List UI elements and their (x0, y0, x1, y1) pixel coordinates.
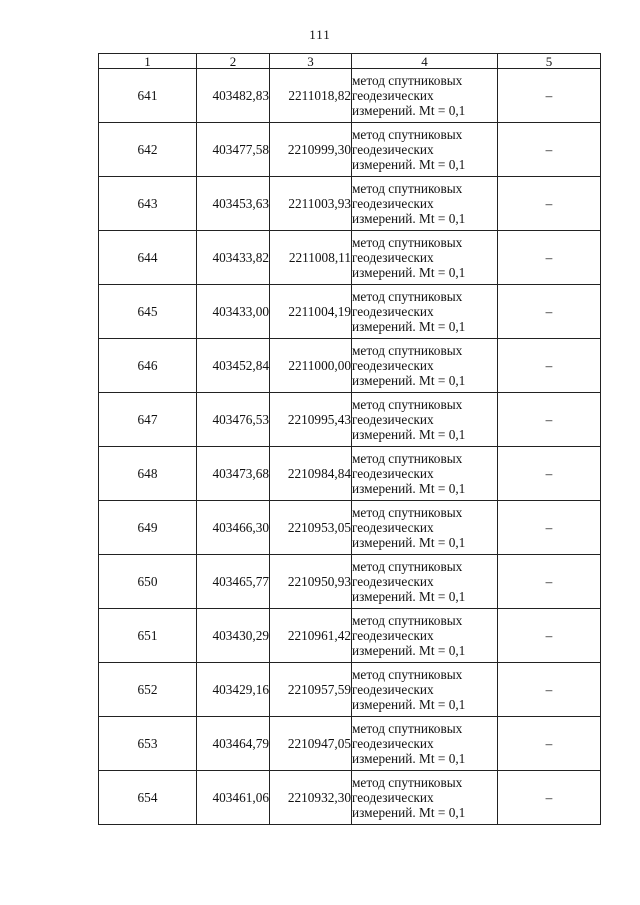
method-cell (352, 69, 498, 123)
header-col-3: 3 (270, 54, 352, 69)
method-line-2: геодезических (352, 412, 434, 427)
note-cell: – (498, 339, 601, 393)
method-line-3: измерений. Mt = 0,1 (352, 265, 466, 280)
table-row (99, 285, 601, 339)
method-line-1: метод спутниковых (352, 721, 463, 736)
y-coordinate-cell: 2210995,43 (270, 393, 352, 447)
x-coordinate-cell: 403473,68 (197, 447, 270, 501)
method-line-1: метод спутниковых (352, 451, 463, 466)
coordinates-table (98, 53, 601, 825)
note-cell: – (498, 717, 601, 771)
method-line-1: метод спутниковых (352, 397, 463, 412)
method-line-2: геодезических (352, 196, 434, 211)
method-cell (352, 231, 498, 285)
y-coordinate-cell: 2210984,84 (270, 447, 352, 501)
x-coordinate-cell: 403433,82 (197, 231, 270, 285)
table-row (99, 177, 601, 231)
method-cell (352, 663, 498, 717)
table-body (99, 69, 601, 825)
method-line-3: измерений. Mt = 0,1 (352, 697, 466, 712)
method-cell (352, 717, 498, 771)
point-number-cell: 644 (99, 231, 197, 285)
table-row (99, 501, 601, 555)
method-line-2: геодезических (352, 466, 434, 481)
method-line-3: измерений. Mt = 0,1 (352, 751, 466, 766)
header-col-1: 1 (99, 54, 197, 69)
method-line-1: метод спутниковых (352, 343, 463, 358)
method-cell (352, 285, 498, 339)
x-coordinate-cell: 403482,83 (197, 69, 270, 123)
method-line-2: геодезических (352, 574, 434, 589)
y-coordinate-cell: 2211000,00 (270, 339, 352, 393)
page-number: 111 (309, 27, 331, 42)
note-cell: – (498, 69, 601, 123)
point-number-cell: 647 (99, 393, 197, 447)
y-coordinate-cell: 2210932,30 (270, 771, 352, 825)
method-line-1: метод спутниковых (352, 505, 463, 520)
method-cell (352, 447, 498, 501)
note-cell: – (498, 393, 601, 447)
note-cell: – (498, 663, 601, 717)
x-coordinate-cell: 403461,06 (197, 771, 270, 825)
point-number-cell: 650 (99, 555, 197, 609)
method-line-1: метод спутниковых (352, 235, 463, 250)
table-row (99, 771, 601, 825)
x-coordinate-cell: 403452,84 (197, 339, 270, 393)
method-line-1: метод спутниковых (352, 667, 463, 682)
note-cell: – (498, 285, 601, 339)
x-coordinate-cell: 403476,53 (197, 393, 270, 447)
point-number-cell: 649 (99, 501, 197, 555)
y-coordinate-cell: 2211004,19 (270, 285, 352, 339)
method-cell (352, 393, 498, 447)
point-number-cell: 651 (99, 609, 197, 663)
note-cell: – (498, 231, 601, 285)
table-row (99, 69, 601, 123)
header-col-4: 4 (352, 54, 498, 69)
method-line-3: измерений. Mt = 0,1 (352, 481, 466, 496)
method-line-3: измерений. Mt = 0,1 (352, 103, 466, 118)
method-cell (352, 339, 498, 393)
method-cell (352, 555, 498, 609)
method-line-2: геодезических (352, 88, 434, 103)
table-row (99, 123, 601, 177)
note-cell: – (498, 771, 601, 825)
method-cell (352, 123, 498, 177)
x-coordinate-cell: 403465,77 (197, 555, 270, 609)
point-number-cell: 645 (99, 285, 197, 339)
note-cell: – (498, 177, 601, 231)
method-line-2: геодезических (352, 520, 434, 535)
method-line-3: измерений. Mt = 0,1 (352, 157, 466, 172)
y-coordinate-cell: 2211003,93 (270, 177, 352, 231)
y-coordinate-cell: 2210950,93 (270, 555, 352, 609)
table-row (99, 663, 601, 717)
method-line-1: метод спутниковых (352, 127, 463, 142)
method-line-3: измерений. Mt = 0,1 (352, 643, 466, 658)
x-coordinate-cell: 403466,30 (197, 501, 270, 555)
table-row (99, 717, 601, 771)
method-line-1: метод спутниковых (352, 613, 463, 628)
point-number-cell: 652 (99, 663, 197, 717)
note-cell: – (498, 447, 601, 501)
method-line-2: геодезических (352, 304, 434, 319)
table-row (99, 555, 601, 609)
method-line-2: геодезических (352, 358, 434, 373)
method-line-1: метод спутниковых (352, 775, 463, 790)
table-row (99, 447, 601, 501)
note-cell: – (498, 609, 601, 663)
method-line-1: метод спутниковых (352, 73, 463, 88)
point-number-cell: 653 (99, 717, 197, 771)
point-number-cell: 646 (99, 339, 197, 393)
x-coordinate-cell: 403453,63 (197, 177, 270, 231)
method-line-2: геодезических (352, 682, 434, 697)
method-line-3: измерений. Mt = 0,1 (352, 211, 466, 226)
y-coordinate-cell: 2210953,05 (270, 501, 352, 555)
method-line-1: метод спутниковых (352, 289, 463, 304)
method-line-3: измерений. Mt = 0,1 (352, 535, 466, 550)
method-line-2: геодезических (352, 250, 434, 265)
point-number-cell: 643 (99, 177, 197, 231)
method-line-3: измерений. Mt = 0,1 (352, 805, 466, 820)
table-row (99, 609, 601, 663)
note-cell: – (498, 501, 601, 555)
method-line-2: геодезических (352, 628, 434, 643)
x-coordinate-cell: 403477,58 (197, 123, 270, 177)
point-number-cell: 654 (99, 771, 197, 825)
x-coordinate-cell: 403433,00 (197, 285, 270, 339)
table-row (99, 339, 601, 393)
y-coordinate-cell: 2211008,11 (270, 231, 352, 285)
method-cell (352, 177, 498, 231)
y-coordinate-cell: 2211018,82 (270, 69, 352, 123)
point-number-cell: 648 (99, 447, 197, 501)
point-number-cell: 642 (99, 123, 197, 177)
y-coordinate-cell: 2210947,05 (270, 717, 352, 771)
x-coordinate-cell: 403464,79 (197, 717, 270, 771)
method-line-2: геодезических (352, 790, 434, 805)
point-number-cell: 641 (99, 69, 197, 123)
table-row (99, 231, 601, 285)
x-coordinate-cell: 403429,16 (197, 663, 270, 717)
method-line-1: метод спутниковых (352, 181, 463, 196)
table-row (99, 393, 601, 447)
x-coordinate-cell: 403430,29 (197, 609, 270, 663)
method-line-3: измерений. Mt = 0,1 (352, 373, 466, 388)
method-cell (352, 501, 498, 555)
table-header-row (99, 54, 601, 69)
method-line-1: метод спутниковых (352, 559, 463, 574)
y-coordinate-cell: 2210961,42 (270, 609, 352, 663)
method-cell (352, 609, 498, 663)
note-cell: – (498, 555, 601, 609)
y-coordinate-cell: 2210957,59 (270, 663, 352, 717)
method-line-3: измерений. Mt = 0,1 (352, 589, 466, 604)
method-line-2: геодезических (352, 736, 434, 751)
note-cell: – (498, 123, 601, 177)
method-line-2: геодезических (352, 142, 434, 157)
header-col-2: 2 (197, 54, 270, 69)
method-line-3: измерений. Mt = 0,1 (352, 427, 466, 442)
method-line-3: измерений. Mt = 0,1 (352, 319, 466, 334)
method-cell (352, 771, 498, 825)
header-col-5: 5 (498, 54, 601, 69)
y-coordinate-cell: 2210999,30 (270, 123, 352, 177)
